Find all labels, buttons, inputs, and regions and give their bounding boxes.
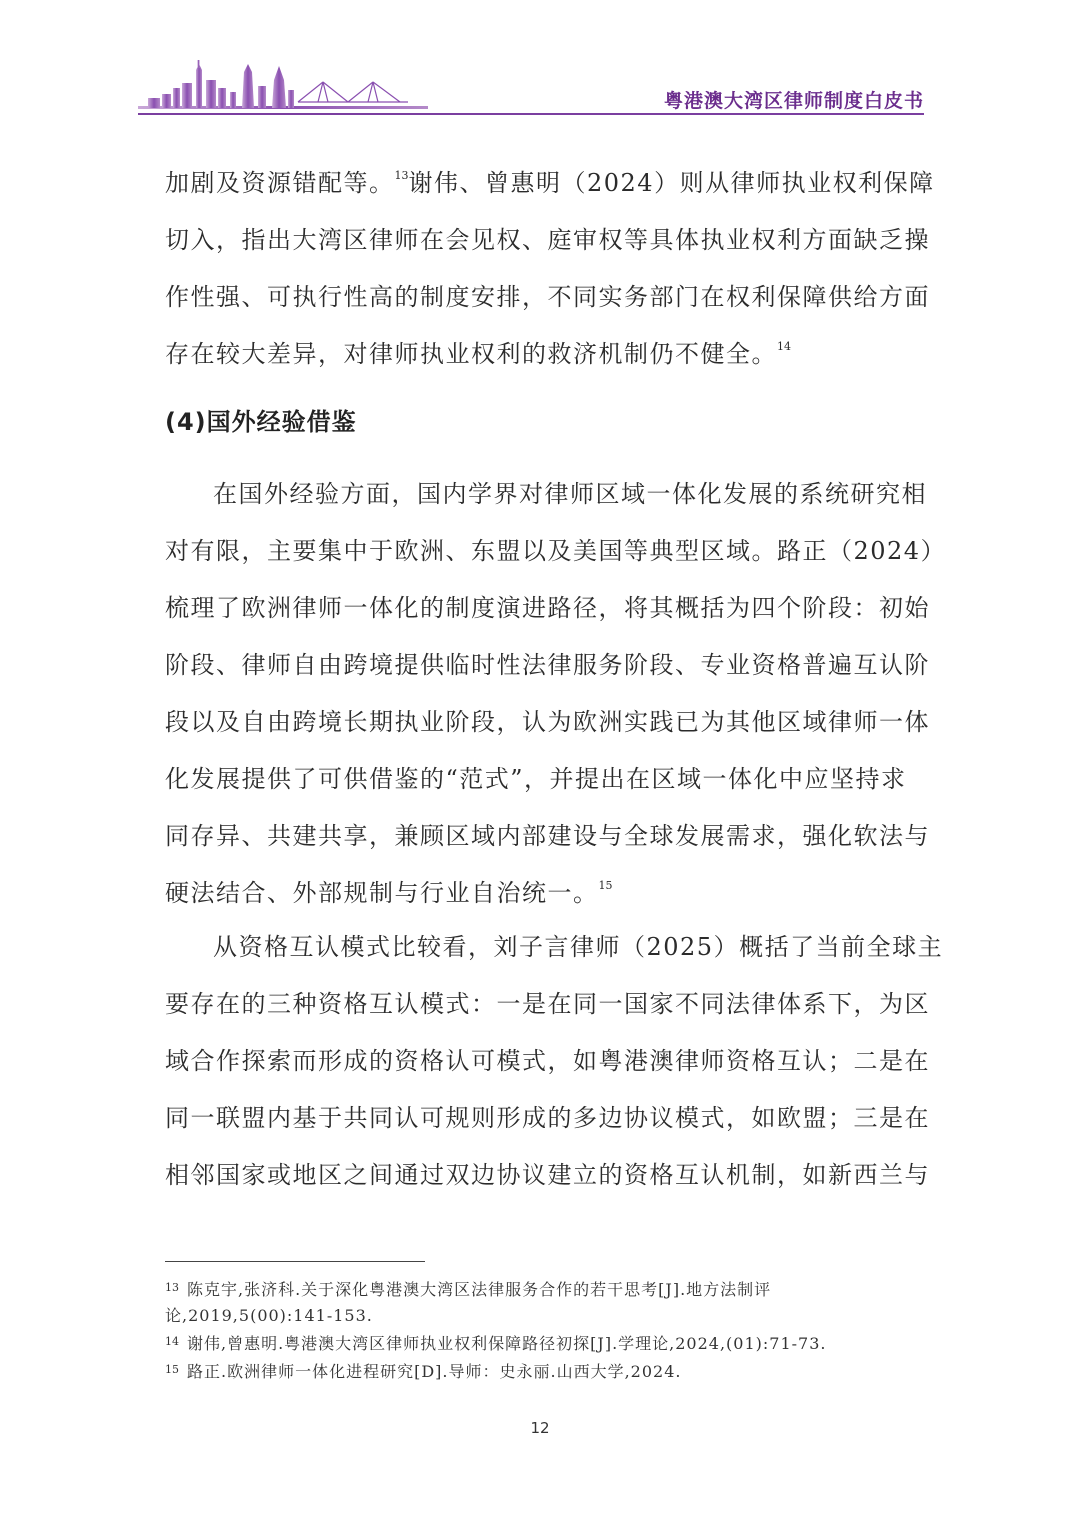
footnote-text: 谢伟,曾惠明.粤港澳大湾区律师执业权利保障路径初探[J].学理论,2024,(01):71-73.: [187, 1334, 827, 1353]
footnote-15: [165, 1357, 917, 1385]
paragraph-foreign-experience: [165, 466, 947, 922]
city-skyline-logo: [138, 58, 428, 116]
footnote-14: [165, 1329, 917, 1357]
footnote-13: [165, 1275, 917, 1303]
footnote-ref: 15: [598, 879, 613, 892]
page-header: [138, 58, 924, 116]
text-line: 相邻国家或地区之间通过双边协议建立的资格互认机制，如新西兰与: [165, 1161, 930, 1189]
footnotes: [165, 1275, 917, 1385]
text-line: 要存在的三种资格互认模式：一是在同一国家不同法律体系下，为区: [165, 990, 930, 1018]
text-line: 同一联盟内基于共同认可规则形成的多边协议模式，如欧盟；三是在: [165, 1104, 930, 1132]
footnote-text: 陈克宇,张济科.关于深化粤港澳大湾区法律服务合作的若干思考[J].地方法制评: [187, 1280, 772, 1299]
header-divider: [138, 113, 924, 115]
text-line: 谢伟、曾惠明（2024）则从律师执业权利保障: [408, 169, 935, 197]
text-line: 加剧及资源错配等。: [165, 169, 395, 197]
paragraph-rights-protection: [165, 155, 935, 383]
text-line: 切入，指出大湾区律师在会见权、庭审权等具体执业权利方面缺乏操: [165, 226, 930, 254]
text-line: 作性强、可执行性高的制度安排，不同实务部门在权利保障供给方面: [165, 283, 930, 311]
text-line: 域合作探索而形成的资格认可模式，如粤港澳律师资格互认；二是在: [165, 1047, 930, 1075]
text-line: 化发展提供了可供借鉴的“范式”，并提出在区域一体化中应坚持求: [165, 765, 907, 793]
text-line: 对有限，主要集中于欧洲、东盟以及美国等典型区域。路正（2024）: [165, 537, 947, 565]
section-heading: (4)国外经验借鉴: [165, 408, 357, 436]
text-line: 从资格互认模式比较看，刘子言律师（2025）概括了当前全球主: [213, 933, 944, 961]
text-line: 在国外经验方面，国内学界对律师区域一体化发展的系统研究相: [213, 480, 927, 508]
footnote-ref: 14: [777, 340, 791, 353]
footnote-text: 路正.欧洲律师一体化进程研究[D].导师：史永丽.山西大学,2024.: [187, 1362, 682, 1381]
text-line: 段以及自由跨境长期执业阶段，认为欧洲实践已为其他区域律师一体: [165, 708, 930, 736]
text-line: 阶段、律师自由跨境提供临时性法律服务阶段、专业资格普遍互认阶: [165, 651, 930, 679]
page-number: 12: [530, 1419, 550, 1437]
text-line: 梳理了欧洲律师一体化的制度演进路径，将其概括为四个阶段：初始: [165, 594, 930, 622]
footnote-number: 13: [165, 1281, 179, 1294]
footnote-13-cont: [165, 1303, 917, 1329]
footnote-ref: 13: [394, 169, 409, 182]
document-series-title: 粤港澳大湾区律师制度白皮书: [663, 90, 924, 112]
text-line: 同存异、共建共享，兼顾区域内部建设与全球发展需求，强化软法与: [165, 822, 930, 850]
footnote-number: 14: [165, 1335, 179, 1348]
paragraph-mutual-recognition: [165, 919, 944, 1204]
footnote-number: 15: [165, 1363, 179, 1376]
text-line: 存在较大差异，对律师执业权利的救济机制仍不健全。: [165, 340, 777, 368]
footnote-text: 论,2019,5(00):141-153.: [165, 1306, 373, 1325]
footnote-divider: [165, 1261, 425, 1262]
text-line: 硬法结合、外部规制与行业自治统一。: [165, 879, 599, 907]
